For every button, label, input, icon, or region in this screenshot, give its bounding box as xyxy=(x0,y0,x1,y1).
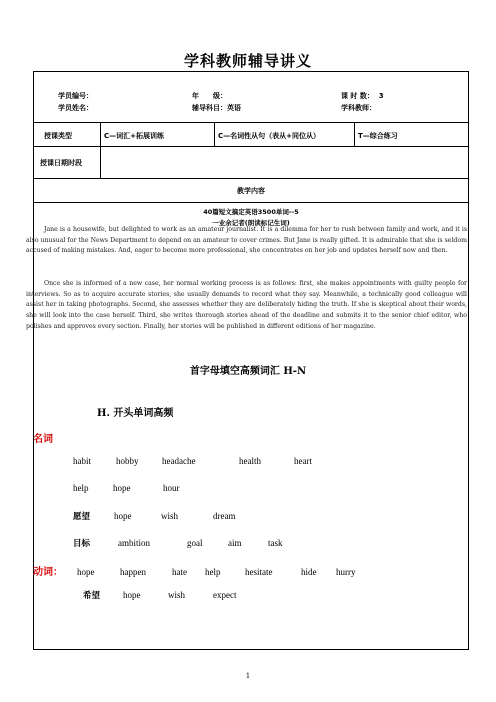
word: hour xyxy=(163,483,180,493)
verb-row xyxy=(33,563,356,578)
word: aim xyxy=(228,538,242,548)
student-name-label: 学员姓名： xyxy=(58,104,93,112)
content-header: 教学内容 xyxy=(237,187,265,195)
word: hurry xyxy=(336,567,356,577)
vocab-sub-title: H. 开头单词高频 xyxy=(97,408,174,419)
lesson-type-c2: C—名词性从句（表从+同位从） xyxy=(218,132,321,140)
word: help xyxy=(73,483,89,493)
noun-row-1 xyxy=(73,456,312,466)
reading-heading: 40篇短文搞定英语3500单词--5 xyxy=(203,208,299,216)
noun-label: 名词 xyxy=(33,434,53,445)
reading-paragraph-2: Once she is informed of a new case, her normal working process is as follows: first, she makes appointments with guilty people for interviews. So as to acquire accurate stories, she usually demands to record what they say. Meanwhile, a technically good colleague will assist her in taking photographs. Second, she assesses whether they are deliberately hiding the truth. If she is skeptical about their words, she will look into the case herself. Third, she writes thorough stories ahead of the deadline and submits it to the senior chief editor, who polishes and approves every section. Finally, her stories will be published in different editions of her magazine. xyxy=(26,280,467,330)
noun-row-2 xyxy=(73,483,180,493)
col-divider xyxy=(354,122,355,146)
word: hope xyxy=(123,590,141,600)
word: heart xyxy=(294,456,312,466)
word: hope xyxy=(113,483,131,493)
word: headache xyxy=(162,456,196,466)
word: goal xyxy=(187,538,203,548)
word: ambition xyxy=(118,538,150,548)
lesson-type-c1: C—词汇+拓展训练 xyxy=(104,132,165,140)
hope-label: 希望 xyxy=(83,591,101,601)
subject-label: 辅导科目：英语 xyxy=(192,104,241,112)
reading-subheading: 一业余记者(朗读标记生词) xyxy=(212,219,290,227)
word: hope xyxy=(77,567,95,577)
lessons-value: 3 xyxy=(378,92,384,100)
page-number: 1 xyxy=(245,672,251,680)
word: expect xyxy=(213,590,237,600)
grade-label: 年 级： xyxy=(192,92,227,100)
col-divider xyxy=(100,122,101,146)
vocab-section-title: 首字母填空高频词汇 H-N xyxy=(189,366,307,377)
word: hide xyxy=(301,567,317,577)
verb-label: 动词： xyxy=(33,567,63,578)
goal-row xyxy=(73,537,283,549)
wish-row xyxy=(73,510,236,522)
teacher-label: 学科教师： xyxy=(341,104,376,112)
word: health xyxy=(239,456,261,466)
row-divider xyxy=(34,202,468,203)
date-label: 授课日期时段 xyxy=(40,159,82,167)
word: happen xyxy=(120,567,146,577)
row-divider xyxy=(34,178,468,179)
reading-paragraph-1: Jane is a housewife, but delighted to work as an amateur journalist. It is a dilemma for her to rush between family and work, and it is also unusual for the News Department to depend on an amateur to cover crimes. But Jane is really gifted. It is admirable that she is seldom accused of making mistakes. And, eager to become more professional, she concentrates on her job and updates herself now and then. xyxy=(26,226,467,255)
lesson-type-label: 授课类型 xyxy=(44,132,72,140)
hope-row xyxy=(83,589,236,601)
col-divider xyxy=(100,146,101,178)
goal-label: 目标 xyxy=(73,539,91,549)
wish-label: 愿望 xyxy=(73,512,91,522)
word: hesitate xyxy=(245,567,273,577)
document-title: 学科教师辅导讲义 xyxy=(183,52,312,70)
word: hobby xyxy=(116,456,139,466)
word: help xyxy=(205,567,221,577)
word: dream xyxy=(213,511,236,521)
word: habit xyxy=(73,456,91,466)
lessons-label: 课 时 数： 3 xyxy=(341,92,384,100)
lesson-type-c3: T—综合练习 xyxy=(358,132,398,140)
word: wish xyxy=(161,511,179,521)
col-divider xyxy=(214,122,215,146)
word: hope xyxy=(114,511,132,521)
word: wish xyxy=(168,590,186,600)
student-id-label: 学员编号： xyxy=(58,92,93,100)
word: hate xyxy=(172,567,187,577)
word: task xyxy=(268,538,283,548)
